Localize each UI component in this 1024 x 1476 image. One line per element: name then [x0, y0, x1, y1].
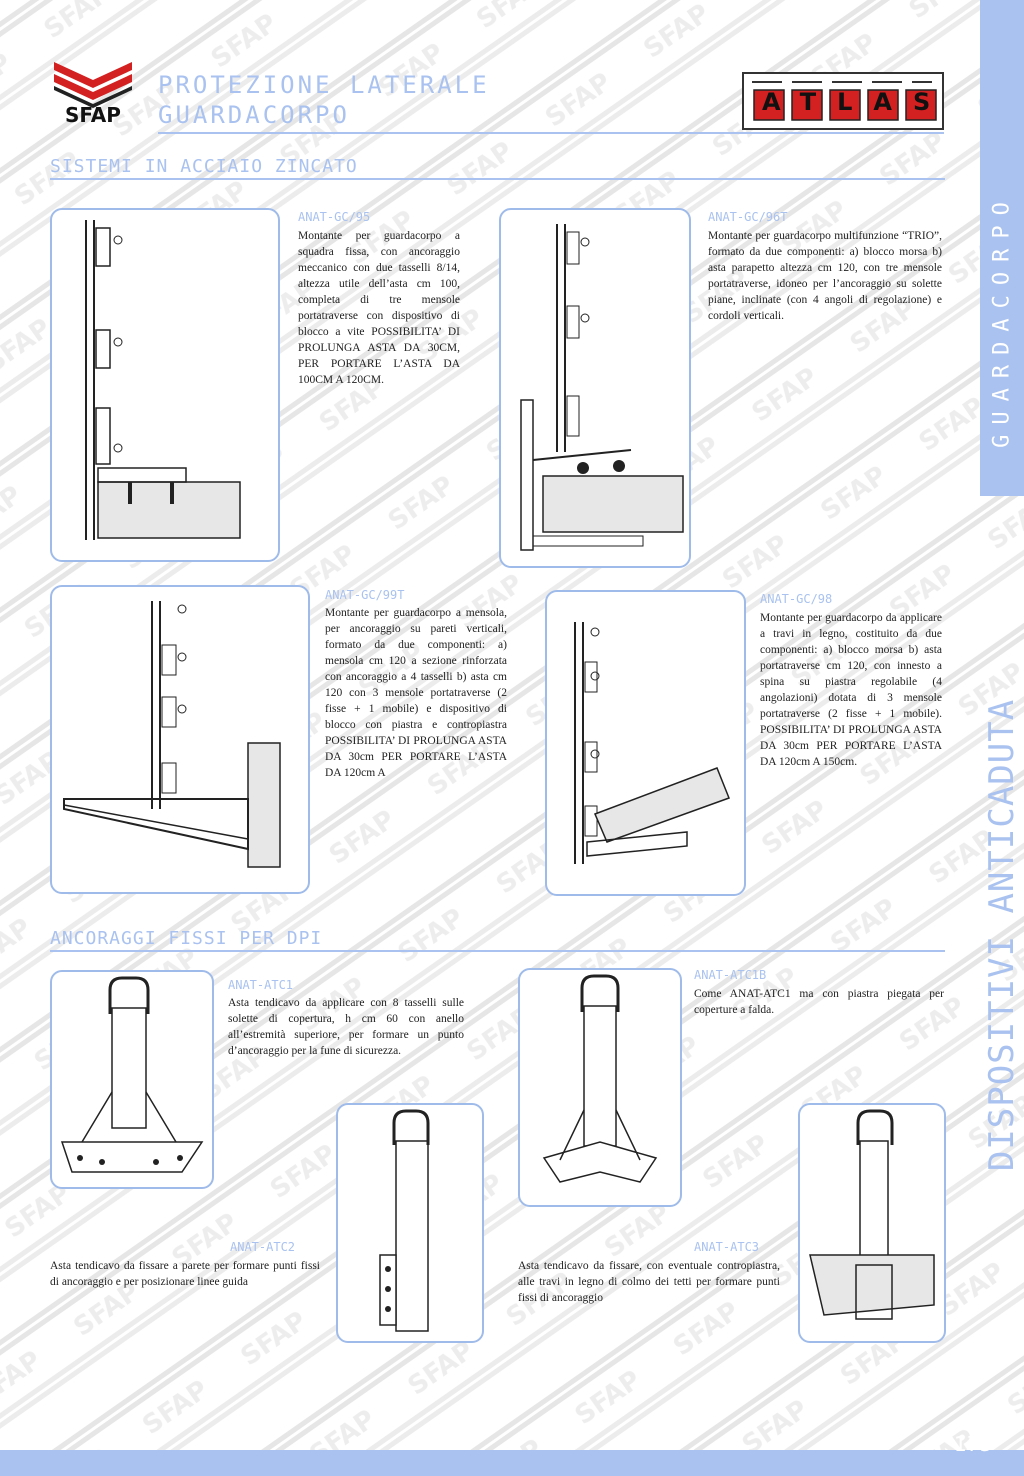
page-title-line1: PROTEZIONE LATERALE [158, 71, 490, 99]
sidebar-label-top: GUARDACORPO [989, 192, 1015, 448]
page-number: 173 [954, 1432, 993, 1456]
product-image-atc3 [798, 1103, 946, 1343]
section-title-ancoraggi: ANCORAGGI FISSI PER DPI [50, 928, 323, 949]
header-rule [158, 132, 944, 134]
product-code-gc98: ANAT-GC/98 [760, 592, 833, 606]
product-desc-gc96t: Montante per guardacorpo multifunzione “TRIO”, formato da due componenti: a) blocco morsa b) asta parapetto altezza cm 120, con tre mensole portatraverse, idoneo per l’ancoraggio su solette piane, inclinate (con 4 angoli di regolazione) e cordoli verticali. [708, 230, 942, 322]
product-image-gc96t [499, 208, 691, 568]
section-rule-acciaio [50, 178, 945, 180]
page-title-line2: GUARDACORPO [158, 101, 350, 129]
product-code-atc1b: ANAT-ATC1B [694, 968, 767, 982]
sfap-logo [52, 58, 134, 124]
product-code-gc99t: ANAT-GC/99T [325, 588, 405, 602]
product-image-gc98 [545, 590, 746, 896]
product-desc-atc1b: Come ANAT-ATC1 ma con piastra piegata per coperture a falda. [694, 988, 944, 1016]
product-code-atc3: ANAT-ATC3 [694, 1240, 760, 1254]
product-code-atc2: ANAT-ATC2 [230, 1240, 296, 1254]
product-image-gc95 [50, 208, 280, 562]
svg-text:SFAP: SFAP [65, 103, 121, 124]
product-code-atc1: ANAT-ATC1 [228, 978, 294, 992]
product-desc-gc99t: Montante per guardacorpo a mensola, per ancoraggio su pareti verticali, formato da due componenti: a) mensola cm 120 a sezione rinforzata con ancoraggio a 4 tasselli b) asta cm 120 con 3 mensole portatraverse (2 fisse + 1 mobile) e dispositivo di blocco con piastra e contropiastra POSSIBILITA’ DI PROLUNGA ASTA DA 30cm PER PORTARE L’ASTA DA 120cm A [325, 607, 507, 779]
product-image-atc2 [336, 1103, 484, 1343]
section-title-acciaio: SISTEMI IN ACCIAIO ZINCATO [50, 156, 358, 177]
product-desc-atc1: Asta tendicavo da applicare con 8 tasselli sulle solette di copertura, h cm 60 con anello all’estremità superiore, per formare un punto d’ancoraggio per la fune di sicurezza. [228, 997, 464, 1057]
product-image-atc1b [518, 968, 682, 1207]
product-code-gc95: ANAT-GC/95 [298, 210, 371, 224]
product-image-gc99t [50, 585, 310, 894]
product-desc-atc3: Asta tendicavo da fissare, con eventuale contropiastra, alle travi in legno di colmo dei tetti per formare punti fissi di ancoraggio [518, 1260, 780, 1304]
product-desc-gc98: Montante per guardacorpo da applicare a travi in legno, costituito da due componenti: a) blocco morsa b) asta portatraverse cm 120, con innesto a spina su piastra regolabile (4 angolazioni) dotata di 3 mensole portatraverse (2 fisse + 1 mobile). POSSIBILITA’ DI PROLUNGA ASTA DA 30cm PER PORTARE L’ASTA DA 120cm A 150cm. [760, 612, 942, 768]
product-image-atc1 [50, 970, 214, 1189]
atlas-logo-text: ATLAS [762, 88, 952, 116]
product-code-gc96t: ANAT-GC/96T [708, 210, 788, 224]
section-rule-ancoraggi [50, 950, 945, 952]
product-desc-gc95: Montante per guardacorpo a squadra fissa, con ancoraggio meccanico con due tasselli 8/14, altezza utile dell’asta cm 100, completa di tre mensole portatraverse con dispositivo di blocco a vite POSSIBILITA’ DI PROLUNGA ASTA DA 30CM, PER PORTARE L’ASTA DA 100CM A 120CM. [298, 230, 460, 386]
product-desc-atc2: Asta tendicavo da fissare a parete per formare punti fissi di ancoraggio e per posizionare linee guida [50, 1260, 320, 1288]
sidebar-label-bottom: DISPOSITIVI ANTICADUTA [982, 698, 1022, 1172]
footer-band [0, 1450, 1024, 1476]
